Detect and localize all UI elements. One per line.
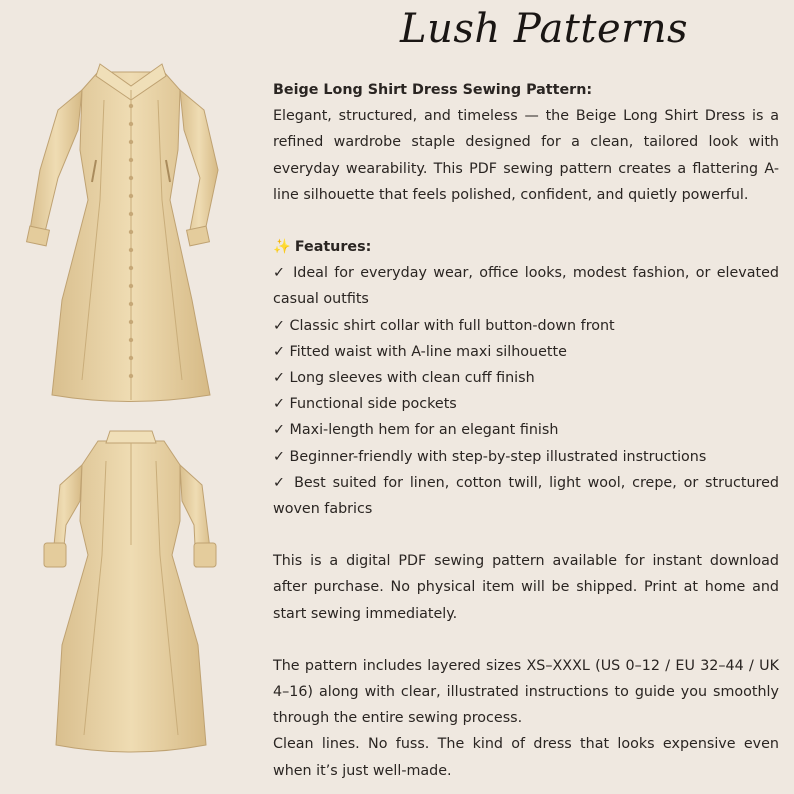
dress-illustrations xyxy=(0,0,262,794)
dress-back-illustration xyxy=(0,425,262,765)
feature-item: ✓ Best suited for linen, cotton twill, light wool, crepe, or structured woven fabrics xyxy=(273,474,779,518)
feature-item: ✓ Fitted waist with A-line maxi silhouette xyxy=(273,343,567,360)
dress-front-illustration xyxy=(0,50,262,450)
feature-item: ✓ Beginner-friendly with step-by-step illustrated instructions xyxy=(273,448,707,465)
feature-item: ✓ Long sleeves with clean cuff finish xyxy=(273,370,535,387)
product-title: Beige Long Shirt Dress Sewing Pattern: xyxy=(273,82,593,98)
product-intro: Elegant, structured, and timeless — the Beige Long Shirt Dress is a refined wardrobe staple designed for a clean, tailored look with everyday wearability. This PDF sewing pattern creates a flattering A-line silhouette that feels polished, confident, and quietly powerful. xyxy=(273,108,779,203)
digital-note: This is a digital PDF sewing pattern available for instant download after purchase. No physical item will be shipped. Print at home and start sewing immediately. xyxy=(273,553,779,622)
product-description xyxy=(273,77,779,784)
brand-logo: Lush Patterns xyxy=(400,6,689,52)
feature-item: ✓ Classic shirt collar with full button-down front xyxy=(273,317,615,334)
feature-item: ✓ Functional side pockets xyxy=(273,396,457,413)
sizes-note: The pattern includes layered sizes XS–XXXL (US 0–12 / EU 32–44 / UK 4–16) along with clear, illustrated instructions to guide you smoothly through the entire sewing process. xyxy=(273,657,779,727)
features-heading: Features: xyxy=(294,239,372,256)
features-heading-row xyxy=(273,234,779,260)
feature-item: ✓ Ideal for everyday wear, office looks, modest fashion, or elevated casual outfits xyxy=(273,265,779,308)
closing-note: Clean lines. No fuss. The kind of dress that looks expensive even when it’s just well-made. xyxy=(273,736,779,779)
feature-item: ✓ Maxi-length hem for an elegant finish xyxy=(273,422,559,439)
sparkles-icon: ✨ xyxy=(273,239,291,256)
